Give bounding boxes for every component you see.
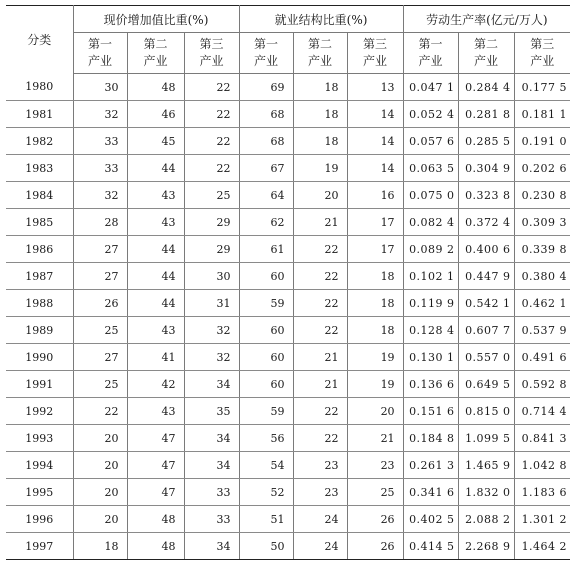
value-cell: 22 (184, 101, 239, 128)
sector-header-line2: 产业 (254, 54, 279, 68)
value-cell: 21 (293, 371, 347, 398)
sector-header-line1: 第一 (418, 37, 443, 51)
value-cell: 0.447 9 (458, 263, 514, 290)
value-cell: 22 (293, 398, 347, 425)
value-cell: 22 (293, 263, 347, 290)
value-cell: 21 (293, 344, 347, 371)
sector-header-line1: 第二 (474, 37, 499, 51)
value-cell: 32 (184, 317, 239, 344)
value-cell: 18 (293, 101, 347, 128)
value-cell: 18 (347, 317, 403, 344)
value-cell: 68 (239, 128, 293, 155)
table-row (6, 344, 570, 371)
value-cell: 25 (347, 479, 403, 506)
value-cell: 45 (127, 128, 184, 155)
data-table-container (6, 5, 570, 560)
value-cell: 25 (73, 317, 127, 344)
table-row (6, 209, 570, 236)
value-cell: 0.191 0 (514, 128, 570, 155)
value-cell: 59 (239, 398, 293, 425)
year-cell: 1991 (6, 371, 73, 398)
value-cell: 44 (127, 155, 184, 182)
value-cell: 60 (239, 263, 293, 290)
table-row (6, 425, 570, 452)
value-cell: 27 (73, 263, 127, 290)
value-cell: 24 (293, 533, 347, 560)
sector-header (347, 33, 403, 74)
value-cell: 1.099 5 (458, 425, 514, 452)
value-cell: 0.491 6 (514, 344, 570, 371)
value-cell: 20 (73, 506, 127, 533)
value-cell: 27 (73, 344, 127, 371)
value-cell: 23 (347, 452, 403, 479)
sector-header (239, 33, 293, 74)
value-cell: 34 (184, 533, 239, 560)
value-cell: 43 (127, 209, 184, 236)
value-cell: 43 (127, 182, 184, 209)
value-cell: 0.063 5 (403, 155, 458, 182)
value-cell: 1.465 9 (458, 452, 514, 479)
header-row-sectors (6, 33, 570, 74)
value-cell: 32 (73, 101, 127, 128)
value-cell: 22 (73, 398, 127, 425)
group-header-productivity: 劳动生产率(亿元/万人) (403, 6, 570, 33)
value-cell: 1.832 0 (458, 479, 514, 506)
value-cell: 20 (73, 452, 127, 479)
table-row (6, 398, 570, 425)
table-body (6, 74, 570, 560)
sector-header-line1: 第一 (87, 37, 112, 51)
value-cell: 1.183 6 (514, 479, 570, 506)
year-cell: 1981 (6, 101, 73, 128)
value-cell: 62 (239, 209, 293, 236)
sector-header-line1: 第三 (363, 37, 388, 51)
table-row (6, 317, 570, 344)
table-row (6, 479, 570, 506)
value-cell: 47 (127, 425, 184, 452)
value-cell: 0.102 1 (403, 263, 458, 290)
value-cell: 0.537 9 (514, 317, 570, 344)
sector-header-line2: 产业 (474, 54, 499, 68)
value-cell: 23 (293, 479, 347, 506)
sector-header (514, 33, 570, 74)
value-cell: 31 (184, 290, 239, 317)
value-cell: 61 (239, 236, 293, 263)
value-cell: 25 (184, 182, 239, 209)
year-cell: 1987 (6, 263, 73, 290)
value-cell: 0.136 6 (403, 371, 458, 398)
table-row (6, 506, 570, 533)
value-cell: 0.815 0 (458, 398, 514, 425)
value-cell: 44 (127, 290, 184, 317)
sector-header-line1: 第二 (143, 37, 168, 51)
value-cell: 60 (239, 371, 293, 398)
table-header (6, 6, 570, 74)
value-cell: 0.057 6 (403, 128, 458, 155)
value-cell: 35 (184, 398, 239, 425)
value-cell: 0.557 0 (458, 344, 514, 371)
value-cell: 0.261 3 (403, 452, 458, 479)
value-cell: 20 (347, 398, 403, 425)
value-cell: 34 (184, 371, 239, 398)
value-cell: 25 (73, 371, 127, 398)
value-cell: 21 (293, 209, 347, 236)
value-cell: 30 (73, 74, 127, 101)
value-cell: 0.202 6 (514, 155, 570, 182)
value-cell: 0.281 8 (458, 101, 514, 128)
value-cell: 18 (73, 533, 127, 560)
value-cell: 69 (239, 74, 293, 101)
value-cell: 17 (347, 236, 403, 263)
value-cell: 0.075 0 (403, 182, 458, 209)
value-cell: 0.341 6 (403, 479, 458, 506)
value-cell: 0.052 4 (403, 101, 458, 128)
value-cell: 48 (127, 506, 184, 533)
value-cell: 0.304 9 (458, 155, 514, 182)
sector-header-line2: 产业 (363, 54, 388, 68)
sector-header-line1: 第三 (530, 37, 555, 51)
value-cell: 29 (184, 236, 239, 263)
table-row (6, 182, 570, 209)
value-cell: 47 (127, 452, 184, 479)
value-cell: 22 (184, 128, 239, 155)
value-cell: 22 (293, 317, 347, 344)
sector-header-line2: 产业 (143, 54, 168, 68)
value-cell: 20 (293, 182, 347, 209)
value-cell: 32 (73, 182, 127, 209)
value-cell: 18 (293, 74, 347, 101)
value-cell: 30 (184, 263, 239, 290)
value-cell: 22 (293, 425, 347, 452)
sector-header-line1: 第三 (199, 37, 224, 51)
value-cell: 18 (347, 263, 403, 290)
header-row-groups (6, 6, 570, 33)
value-cell: 17 (347, 209, 403, 236)
value-cell: 0.284 4 (458, 74, 514, 101)
value-cell: 0.400 6 (458, 236, 514, 263)
value-cell: 0.649 5 (458, 371, 514, 398)
value-cell: 16 (347, 182, 403, 209)
value-cell: 51 (239, 506, 293, 533)
value-cell: 0.089 2 (403, 236, 458, 263)
value-cell: 33 (184, 479, 239, 506)
value-cell: 56 (239, 425, 293, 452)
value-cell: 14 (347, 101, 403, 128)
table-row (6, 452, 570, 479)
value-cell: 33 (73, 128, 127, 155)
table-row (6, 263, 570, 290)
value-cell: 52 (239, 479, 293, 506)
group-header-employment: 就业结构比重(%) (239, 6, 403, 33)
value-cell: 33 (184, 506, 239, 533)
value-cell: 0.130 1 (403, 344, 458, 371)
value-cell: 0.714 4 (514, 398, 570, 425)
year-cell: 1990 (6, 344, 73, 371)
value-cell: 0.119 9 (403, 290, 458, 317)
value-cell: 1.464 2 (514, 533, 570, 560)
value-cell: 1.042 8 (514, 452, 570, 479)
year-cell: 1989 (6, 317, 73, 344)
value-cell: 13 (347, 74, 403, 101)
value-cell: 22 (184, 74, 239, 101)
year-cell: 1996 (6, 506, 73, 533)
value-cell: 0.285 5 (458, 128, 514, 155)
value-cell: 0.402 5 (403, 506, 458, 533)
year-cell: 1994 (6, 452, 73, 479)
category-header: 分类 (6, 6, 73, 74)
value-cell: 18 (347, 290, 403, 317)
value-cell: 68 (239, 101, 293, 128)
sector-header-line1: 第一 (254, 37, 279, 51)
table-row (6, 371, 570, 398)
value-cell: 14 (347, 128, 403, 155)
sector-header (458, 33, 514, 74)
value-cell: 23 (293, 452, 347, 479)
sector-header (403, 33, 458, 74)
value-cell: 44 (127, 236, 184, 263)
value-cell: 43 (127, 398, 184, 425)
sector-header-line2: 产业 (418, 54, 443, 68)
table-row (6, 236, 570, 263)
year-cell: 1982 (6, 128, 73, 155)
value-cell: 48 (127, 533, 184, 560)
sector-header-line1: 第二 (308, 37, 333, 51)
sector-header-line2: 产业 (308, 54, 333, 68)
value-cell: 34 (184, 452, 239, 479)
value-cell: 67 (239, 155, 293, 182)
value-cell: 0.380 4 (514, 263, 570, 290)
value-cell: 0.462 1 (514, 290, 570, 317)
year-cell: 1983 (6, 155, 73, 182)
table-row (6, 290, 570, 317)
value-cell: 48 (127, 74, 184, 101)
value-cell: 44 (127, 263, 184, 290)
year-cell: 1980 (6, 74, 73, 101)
value-cell: 32 (184, 344, 239, 371)
sector-header (73, 33, 127, 74)
value-cell: 29 (184, 209, 239, 236)
value-cell: 0.323 8 (458, 182, 514, 209)
sector-header-line2: 产业 (530, 54, 555, 68)
value-cell: 2.088 2 (458, 506, 514, 533)
value-cell: 50 (239, 533, 293, 560)
year-cell: 1984 (6, 182, 73, 209)
value-cell: 0.230 8 (514, 182, 570, 209)
value-cell: 20 (73, 425, 127, 452)
value-cell: 27 (73, 236, 127, 263)
value-cell: 19 (347, 344, 403, 371)
value-cell: 0.607 7 (458, 317, 514, 344)
value-cell: 1.301 2 (514, 506, 570, 533)
value-cell: 19 (347, 371, 403, 398)
value-cell: 26 (347, 533, 403, 560)
value-cell: 0.414 5 (403, 533, 458, 560)
value-cell: 43 (127, 317, 184, 344)
value-cell: 0.181 1 (514, 101, 570, 128)
value-cell: 34 (184, 425, 239, 452)
value-cell: 0.592 8 (514, 371, 570, 398)
value-cell: 21 (347, 425, 403, 452)
year-cell: 1997 (6, 533, 73, 560)
value-cell: 2.268 9 (458, 533, 514, 560)
value-cell: 47 (127, 479, 184, 506)
value-cell: 22 (293, 236, 347, 263)
value-cell: 19 (293, 155, 347, 182)
value-cell: 26 (347, 506, 403, 533)
value-cell: 60 (239, 344, 293, 371)
value-cell: 22 (293, 290, 347, 317)
year-cell: 1986 (6, 236, 73, 263)
table-row (6, 128, 570, 155)
year-cell: 1993 (6, 425, 73, 452)
value-cell: 18 (293, 128, 347, 155)
value-cell: 41 (127, 344, 184, 371)
year-cell: 1985 (6, 209, 73, 236)
year-cell: 1992 (6, 398, 73, 425)
industry-structure-table (6, 5, 570, 560)
table-row (6, 533, 570, 560)
table-row (6, 155, 570, 182)
year-cell: 1995 (6, 479, 73, 506)
value-cell: 0.339 8 (514, 236, 570, 263)
sector-header (184, 33, 239, 74)
group-header-value-added: 现价增加值比重(%) (73, 6, 239, 33)
table-row (6, 101, 570, 128)
sector-header (293, 33, 347, 74)
table-row (6, 74, 570, 101)
value-cell: 0.841 3 (514, 425, 570, 452)
value-cell: 28 (73, 209, 127, 236)
value-cell: 54 (239, 452, 293, 479)
value-cell: 0.177 5 (514, 74, 570, 101)
value-cell: 59 (239, 290, 293, 317)
value-cell: 0.151 6 (403, 398, 458, 425)
value-cell: 0.082 4 (403, 209, 458, 236)
value-cell: 60 (239, 317, 293, 344)
value-cell: 33 (73, 155, 127, 182)
value-cell: 22 (184, 155, 239, 182)
sector-header (127, 33, 184, 74)
value-cell: 64 (239, 182, 293, 209)
value-cell: 24 (293, 506, 347, 533)
value-cell: 0.542 1 (458, 290, 514, 317)
value-cell: 0.184 8 (403, 425, 458, 452)
sector-header-line2: 产业 (199, 54, 224, 68)
value-cell: 46 (127, 101, 184, 128)
value-cell: 0.047 1 (403, 74, 458, 101)
value-cell: 0.309 3 (514, 209, 570, 236)
value-cell: 0.128 4 (403, 317, 458, 344)
year-cell: 1988 (6, 290, 73, 317)
value-cell: 20 (73, 479, 127, 506)
sector-header-line2: 产业 (87, 54, 112, 68)
value-cell: 0.372 4 (458, 209, 514, 236)
value-cell: 26 (73, 290, 127, 317)
value-cell: 14 (347, 155, 403, 182)
value-cell: 42 (127, 371, 184, 398)
